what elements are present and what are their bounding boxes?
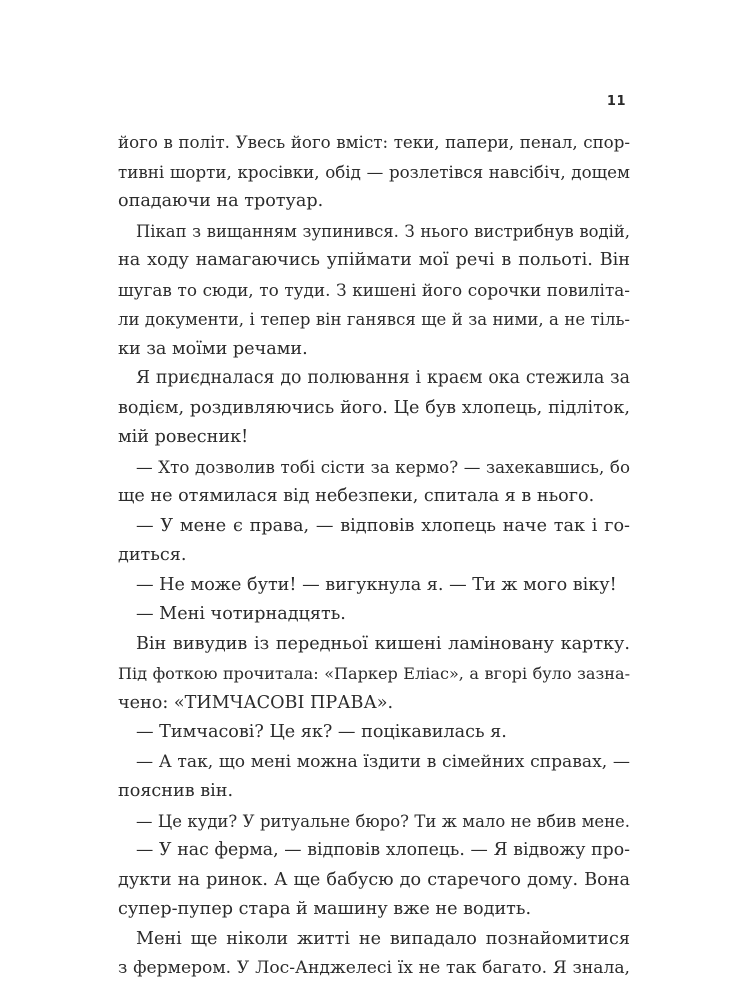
body-text [118, 128, 630, 984]
text-line: пояснив він. [118, 781, 234, 801]
dialogue-line: — Це куди? У ритуальне бюро? Ти ж мало не вбив мене. [136, 811, 630, 831]
text-line: супер-пупер стара й машину вже не водить. [118, 899, 532, 919]
text-line: ли документи, і тепер він ганявся ще й за ними, а не тіль- [118, 310, 630, 329]
paragraph-start-line: Я приєдналася до полювання і краєм ока стежила за [136, 368, 630, 388]
text-line: на ходу намагаючись упіймати мої речі в польоті. Він [118, 250, 630, 270]
dialogue-line: — У мене є права, — відповів хлопець наче так і го- [136, 515, 630, 536]
text-line: мій ровесник! [118, 427, 249, 447]
page-number: 11 [606, 94, 626, 109]
text-line: диться. [118, 545, 187, 565]
dialogue-line: — Хто дозволив тобі сісти за кермо? — захекавшись, бо [136, 457, 630, 477]
text-line: з фермером. У Лос-Анджелесі їх не так багато. Я знала, [118, 958, 630, 978]
text-line: дукти на ринок. А ще бабусю до старечого дому. Вона [118, 869, 630, 890]
dialogue-line: — Тимчасові? Це як? — поцікавилась я. [136, 722, 507, 742]
text-line: ще не отямилася від небезпеки, спитала я в нього. [118, 486, 595, 506]
text-line: чено: «ТИМЧАСОВІ ПРАВА». [118, 692, 394, 713]
text-line: шугав то сюди, то туди. З кишені його сорочки повиліта- [118, 279, 630, 300]
text-line: водієм, роздивляючись його. Це був хлопець, підліток, [118, 397, 630, 418]
text-line: його в політ. Увесь його вміст: теки, папери, пенал, спор- [118, 133, 630, 152]
text-line: Під фоткою прочитала: «Паркер Еліас», а вгорі було зазна- [118, 664, 630, 683]
dialogue-line: — У нас ферма, — відповів хлопець. — Я відвожу про- [136, 840, 630, 860]
dialogue-line: — Мені чотирнадцять. [136, 604, 346, 624]
dialogue-line: — А так, що мені можна їздити в сімейних справах, — [136, 751, 630, 772]
text-line: ки за моїми речами. [118, 338, 308, 359]
text-line: тивні шорти, кросівки, обід — розлетівся навсібіч, дощем [118, 162, 630, 182]
paragraph-start-line: Пікап з вищанням зупинився. З нього вистрибнув водій, [136, 221, 630, 241]
paragraph-start-line: Він вивудив із передньої кишені ламіновану картку. [136, 633, 630, 654]
dialogue-line: — Не може бути! — вигукнула я. — Ти ж мого віку! [136, 574, 617, 595]
text-line: опадаючи на тротуар. [118, 191, 324, 211]
paragraph-start-line: Мені ще ніколи житті не випадало познайомитися [136, 928, 630, 949]
